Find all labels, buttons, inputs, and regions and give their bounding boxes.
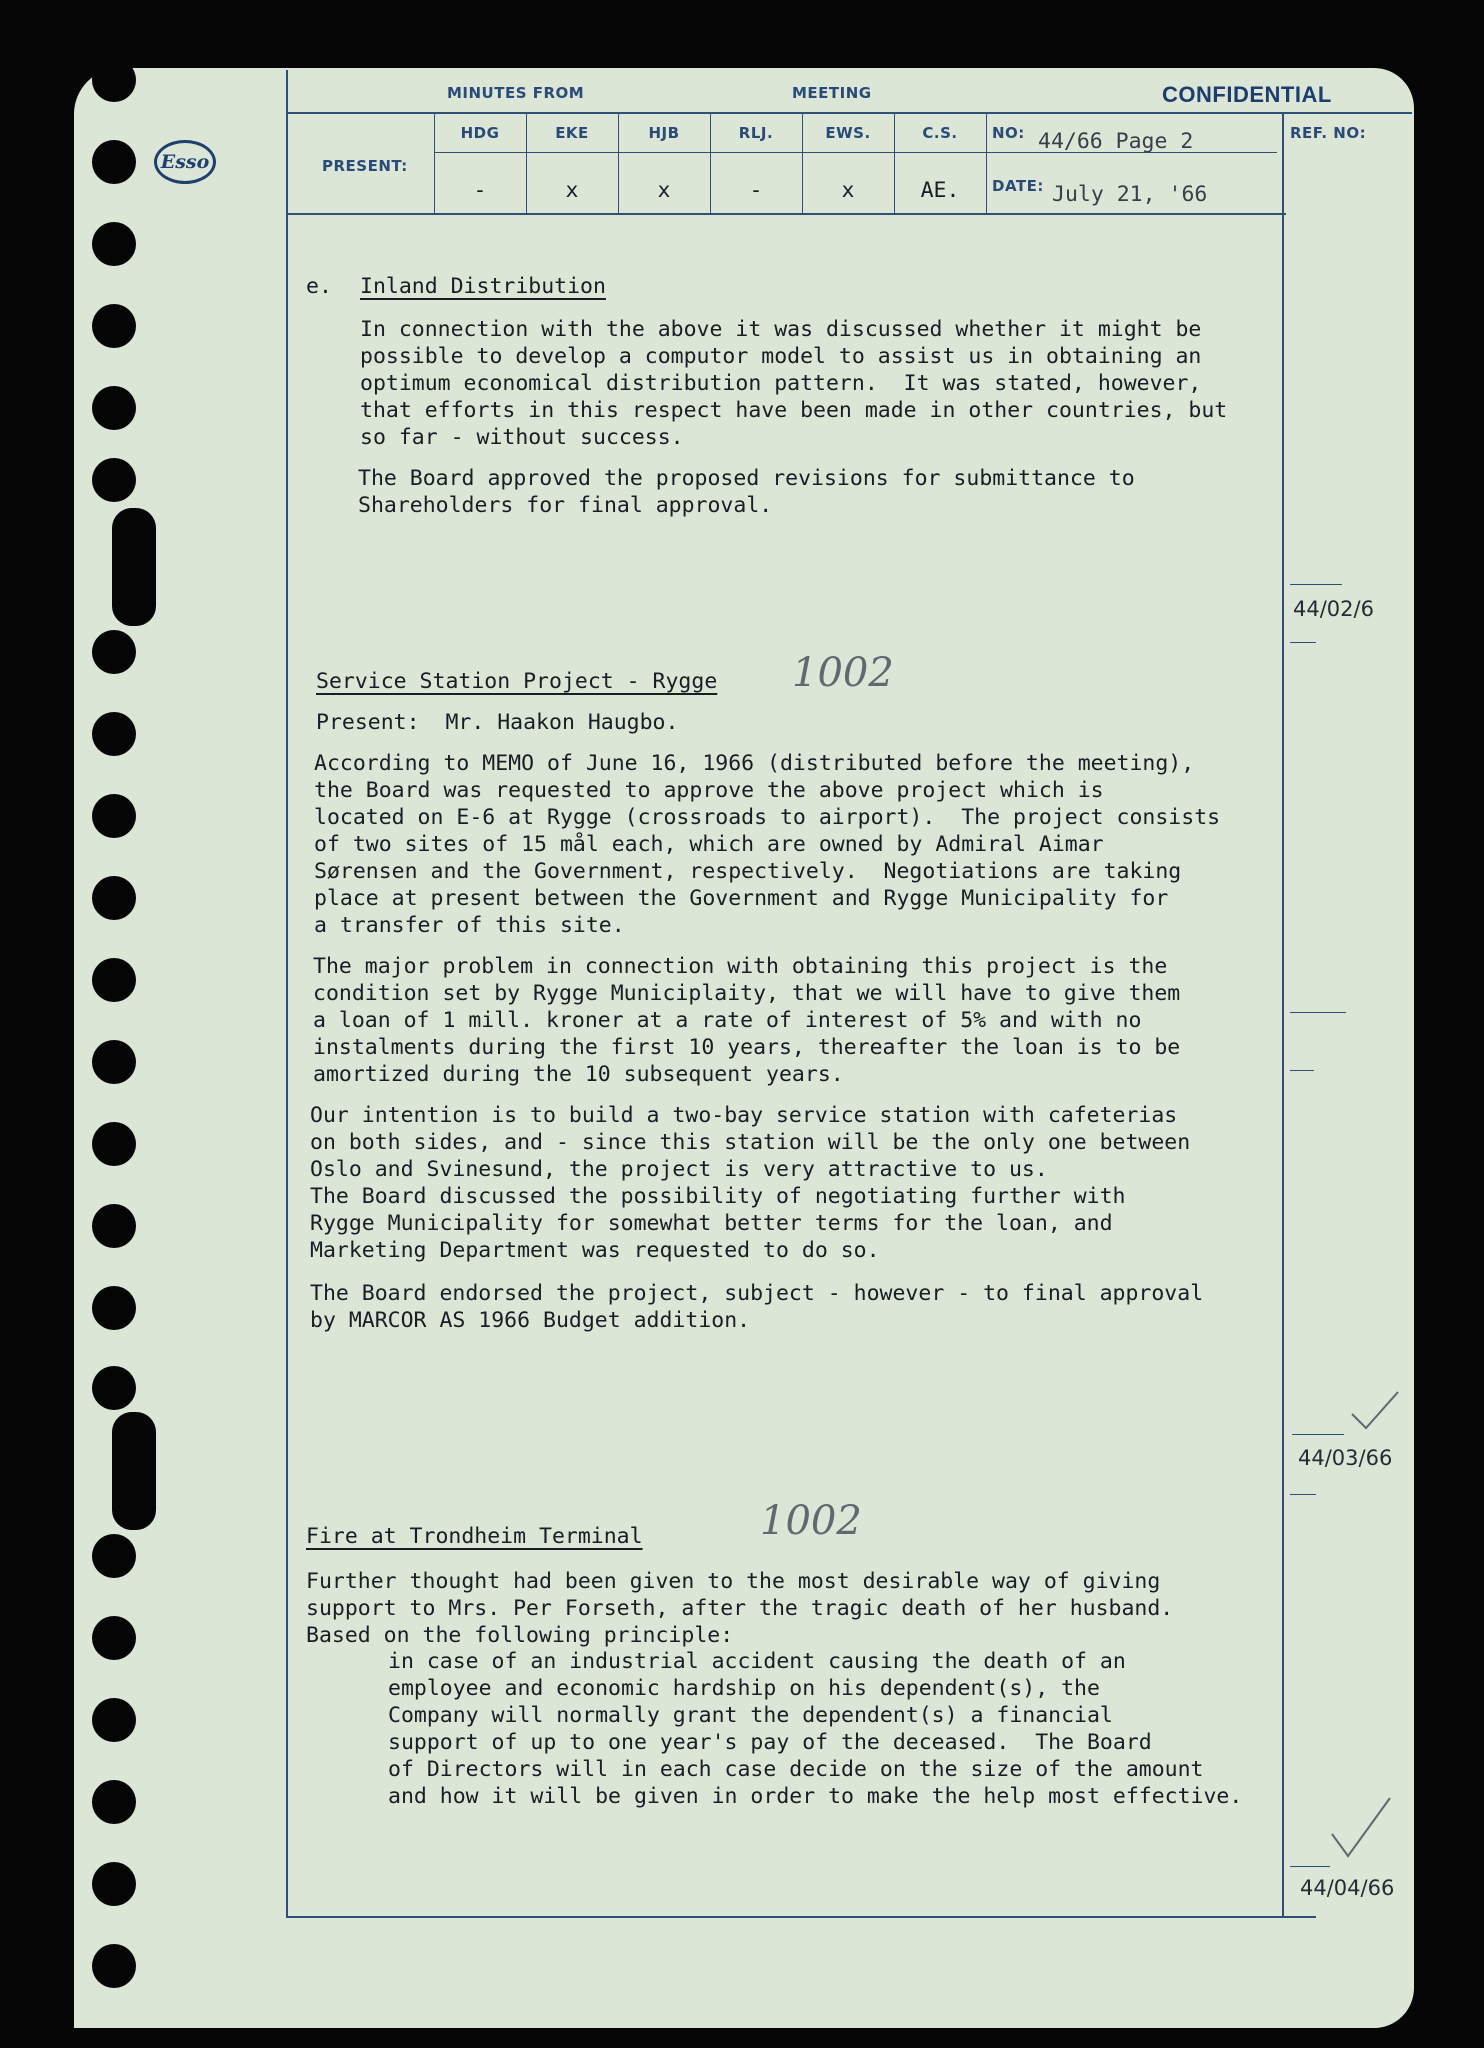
minutes-from-label: MINUTES FROM: [447, 84, 585, 102]
ref-mark-line: [1290, 1494, 1316, 1495]
ref-mark-line: [1290, 642, 1316, 643]
binder-hole: [92, 458, 136, 502]
header-bottom-rule: [286, 213, 1286, 215]
binder-hole: [92, 1040, 136, 1084]
meeting-date: July 21, '66: [1052, 182, 1208, 207]
binder-hole: [92, 304, 136, 348]
attendee-mark: AE.: [920, 178, 960, 203]
section-e-title: Inland Distribution: [360, 274, 606, 299]
left-margin-rule: [286, 70, 288, 1918]
check-mark-icon: [1350, 1390, 1402, 1432]
binder-hole: [92, 1616, 136, 1660]
attendee-code: HJB: [648, 124, 680, 142]
section-e-marker: e.: [306, 274, 332, 299]
binder-hole: [92, 958, 136, 1002]
ref-mark-line: [1290, 1012, 1346, 1013]
fire-section-title: Fire at Trondheim Terminal: [306, 1524, 643, 1549]
ref-mark-line: [1290, 584, 1342, 585]
binder-hole: [92, 386, 136, 430]
binder-slot: [112, 1412, 156, 1530]
minutes-number: 44/66 Page 2: [1038, 129, 1194, 154]
attendee-code: EWS.: [825, 124, 871, 142]
binder-hole: [92, 1862, 136, 1906]
ref-number: 44/02/6: [1293, 597, 1374, 621]
binder-hole: [92, 140, 136, 184]
binder-hole: [92, 1698, 136, 1742]
present-label: PRESENT:: [322, 157, 408, 175]
attendee-code: EKE: [555, 124, 589, 142]
confidential-label: CONFIDENTIAL: [1162, 82, 1332, 107]
esso-logo: Esso: [154, 140, 216, 184]
rygge-paragraph: Our intention is to build a two-bay service station with cafeterias on both sides, and - since this station will be the only one between Oslo and Svinesund, the project is very attractive to us. The Board discussed the possibility of negotiating further with Rygge Municipality for somewhat better terms for the loan, and Marketing Department was requested to do so.: [310, 1103, 1191, 1263]
check-mark-icon: [1330, 1796, 1392, 1860]
footer-rule: [286, 1916, 1316, 1918]
attendee-mark: x: [657, 178, 671, 203]
rygge-section-title: Service Station Project - Rygge: [316, 669, 718, 694]
header-top-rule: [286, 112, 1412, 114]
section-e-paragraph: In connection with the above it was discussed whether it might be possible to develop a computor model to assist us in obtaining an optimum economical distribution pattern. It was stated, however, that efforts in this respect have been made in other countries, but so far - without success.: [360, 317, 1228, 450]
binder-hole: [92, 876, 136, 920]
ref-number: 44/03/66: [1298, 1446, 1393, 1470]
rygge-present: Present: Mr. Haakon Haugbo.: [316, 710, 679, 735]
binder-hole: [92, 1366, 136, 1410]
ref-mark-line: [1290, 1866, 1330, 1867]
rygge-paragraph: The major problem in connection with obtaining this project is the condition set by Rygge Municiplaity, that we will have to give them a loan of 1 mill. kroner at a rate of interest of 5% and with no instalments during the first 10 years, thereafter the loan is to be amortized during the 10 subsequent years.: [313, 954, 1181, 1087]
col-divider: [986, 112, 987, 213]
binder-hole: [92, 58, 136, 102]
binder-hole: [92, 1286, 136, 1330]
ref-no-label: REF. NO:: [1290, 124, 1367, 142]
ref-column-rule: [1282, 112, 1284, 1918]
binder-hole: [92, 1780, 136, 1824]
attendee-code: C.S.: [922, 124, 958, 142]
rygge-file-number: 1002: [792, 650, 894, 696]
attendee-mark: x: [841, 178, 855, 203]
binder-hole: [92, 1944, 136, 1988]
attendee-code: RLJ.: [738, 124, 774, 142]
binder-hole: [92, 630, 136, 674]
ref-mark-line: [1290, 1070, 1314, 1071]
binder-hole: [92, 1534, 136, 1578]
binder-hole: [92, 1204, 136, 1248]
attendee-mark: -: [473, 178, 487, 203]
binder-hole: [92, 712, 136, 756]
fire-principle-quote: in case of an industrial accident causing the death of an employee and economic hardship on his dependent(s), the Company will normally grant the dependent(s) a financial support of up to one year's pay of the deceased. The Board of Directors will in each case decide on the size of the amount and how it will be given in order to make the help most effective.: [388, 1649, 1243, 1809]
section-e-paragraph: The Board approved the proposed revisions for submittance to Shareholders for final approval.: [358, 466, 1135, 518]
meeting-label: MEETING: [792, 84, 872, 102]
attendee-code: HDG: [460, 124, 500, 142]
no-label: NO:: [992, 124, 1025, 142]
ref-number: 44/04/66: [1300, 1876, 1395, 1900]
binder-hole: [92, 794, 136, 838]
date-label: DATE:: [992, 177, 1044, 195]
attendee-mark: x: [565, 178, 579, 203]
fire-paragraph: Further thought had been given to the most desirable way of giving support to Mrs. Per Forseth, after the tragic death of her husband. Based on the following principle:: [306, 1569, 1174, 1648]
ref-mark-line: [1292, 1434, 1344, 1435]
binder-hole: [92, 1122, 136, 1166]
binder-hole: [92, 222, 136, 266]
attendee-mark: -: [749, 178, 763, 203]
rygge-paragraph: According to MEMO of June 16, 1966 (distributed before the meeting), the Board was requested to approve the above project which is located on E-6 at Rygge (crossroads to airport). The project consists of two sites of 15 mål each, which are owned by Admiral Aimar Sørensen and the Government, respectively. Negotiations are taking place at present between the Government and Rygge Municipality for a transfer of this site.: [314, 751, 1221, 938]
rygge-paragraph: The Board endorsed the project, subject - however - to final approval by MARCOR AS 1966 Budget addition.: [310, 1281, 1204, 1333]
fire-file-number: 1002: [760, 1498, 862, 1544]
binder-slot: [112, 508, 156, 626]
